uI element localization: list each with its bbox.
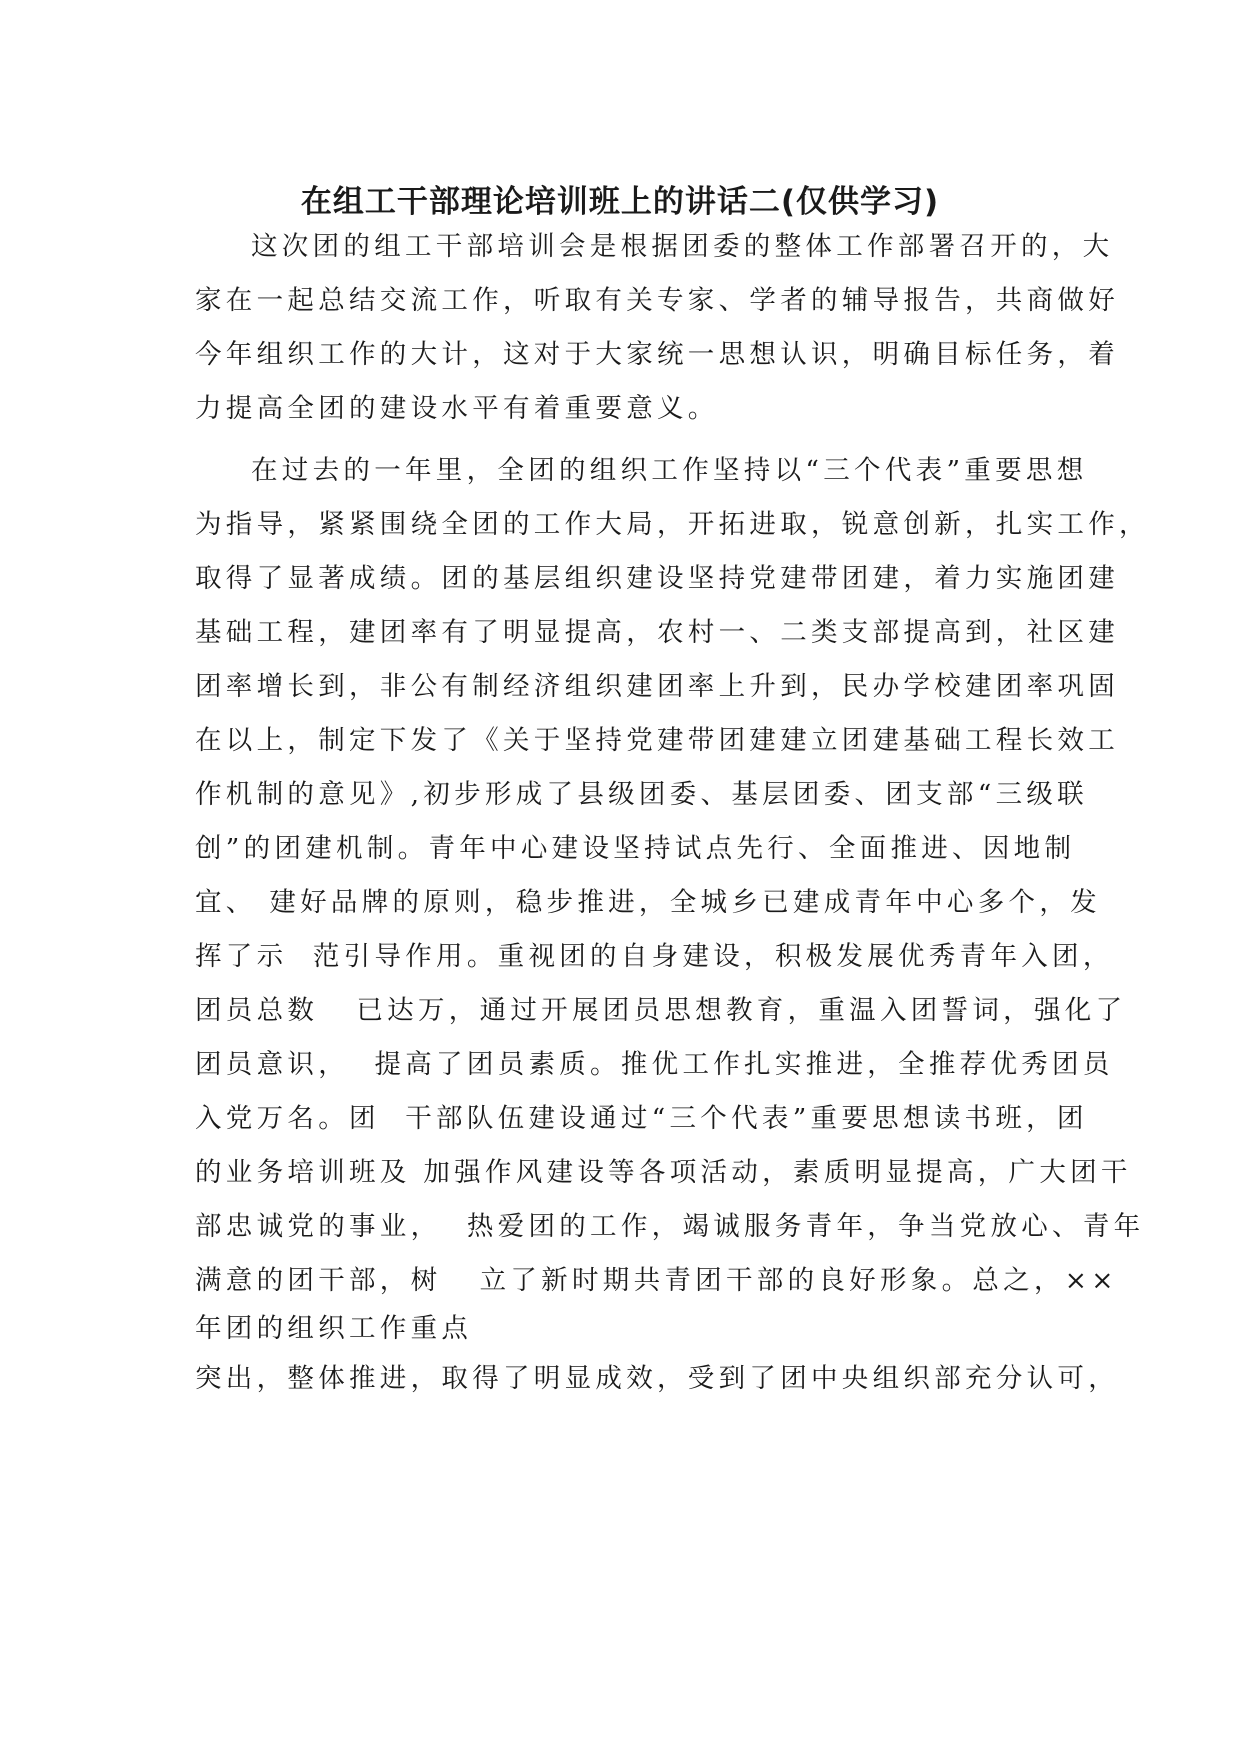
paragraph-2-line-2: 为指导，紧紧围绕全团的工作大局，开拓进取，锐意创新，扎实工作， bbox=[195, 509, 1150, 540]
paragraph-2-line-13: 入党万名。团 干部队伍建设通过“三个代表”重要思想读书班，团 bbox=[195, 1103, 1088, 1134]
paragraph-1-line-1: 这次团的组工干部培训会是根据团委的整体工作部署召开的，大 bbox=[251, 231, 1114, 262]
paragraph-1-line-3: 今年组织工作的大计，这对于大家统一思想认识，明确目标任务，着 bbox=[195, 339, 1119, 370]
paragraph-1-line-4: 力提高全团的建设水平有着重要意义。 bbox=[195, 393, 719, 424]
paragraph-2-line-14: 的业务培训班及 加强作风建设等各项活动，素质明显提高，广大团干 bbox=[195, 1157, 1132, 1188]
paragraph-2-line-10: 挥了示 范引导作用。重视团的自身建设，积极发展优秀青年入团， bbox=[195, 941, 1114, 972]
paragraph-2-line-16: 满意的团干部，树 立了新时期共青团干部的良好形象。总之，×× bbox=[195, 1265, 1118, 1296]
paragraph-2-line-7: 作机制的意见》,初步形成了县级团委、基层团委、团支部“三级联 bbox=[195, 779, 1088, 810]
paragraph-2-line-3: 取得了显著成绩。团的基层组织建设坚持党建带团建，着力实施团建 bbox=[195, 563, 1119, 594]
paragraph-2-line-5: 团率增长到，非公有制经济组织建团率上升到，民办学校建团率巩固 bbox=[195, 671, 1119, 702]
document-title: 在组工干部理论培训班上的讲话二(仅供学习) bbox=[300, 184, 940, 220]
paragraph-2-line-8: 创”的团建机制。青年中心建设坚持试点先行、全面推进、因地制 bbox=[195, 833, 1076, 864]
paragraph-2-line-6: 在以上，制定下发了《关于坚持党建带团建建立团建基础工程长效工 bbox=[195, 725, 1119, 756]
paragraph-2-line-15: 部忠诚党的事业， 热爱团的工作，竭诚服务青年，争当党放心、青年 bbox=[195, 1211, 1145, 1242]
paragraph-2-line-12: 团员意识， 提高了团员素质。推优工作扎实推进，全推荐优秀团员 bbox=[195, 1049, 1114, 1080]
paragraph-2-line-17: 年团的组织工作重点 bbox=[195, 1313, 473, 1344]
paragraph-1-line-2: 家在一起总结交流工作，听取有关专家、学者的辅导报告，共商做好 bbox=[195, 285, 1119, 316]
paragraph-2-line-1: 在过去的一年里，全团的组织工作坚持以“三个代表”重要思想 bbox=[251, 455, 1088, 486]
paragraph-2-line-9: 宜、 建好品牌的原则，稳步推进，全城乡已建成青年中心多个，发 bbox=[195, 887, 1101, 918]
paragraph-2-line-4: 基础工程，建团率有了明显提高，农村一、二类支部提高到，社区建 bbox=[195, 617, 1119, 648]
paragraph-2-line-18: 突出，整体推进，取得了明显成效，受到了团中央组织部充分认可， bbox=[195, 1363, 1119, 1394]
paragraph-2-line-11: 团员总数 已达万，通过开展团员思想教育，重温入团誓词，强化了 bbox=[195, 995, 1127, 1026]
